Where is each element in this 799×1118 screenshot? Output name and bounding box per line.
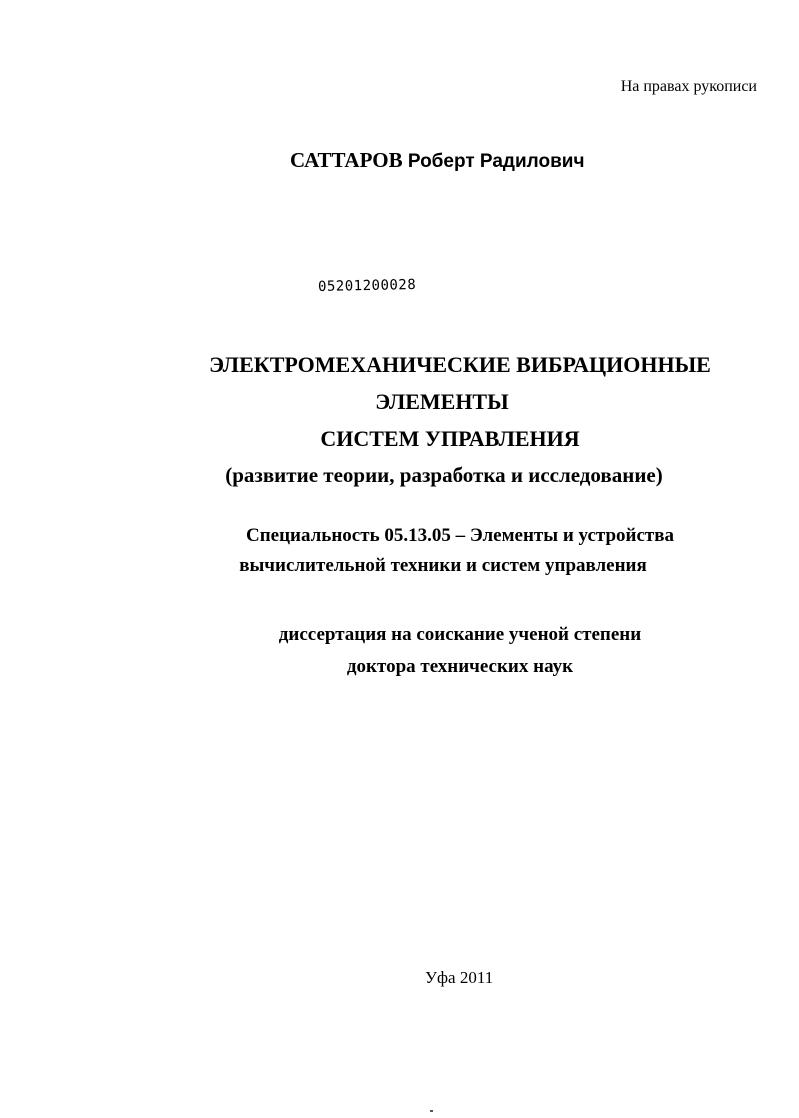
specialty-block (150, 521, 770, 581)
dissertation-title (160, 346, 760, 494)
author-name (290, 148, 584, 173)
author-given-names: Роберт Радилович (407, 151, 585, 172)
thesis-degree-block (160, 619, 760, 683)
city-year: Уфа 2011 (425, 968, 494, 987)
author-surname: САТТАРОВ (290, 148, 403, 172)
thesis-line-1: диссертация на соискание ученой степени (278, 624, 642, 645)
scan-speck (430, 1110, 433, 1112)
specialty-line-1: Специальность 05.13.05 – Элементы и устройства (245, 525, 674, 546)
specialty-line-2: вычислительной техники и систем управления (239, 555, 647, 576)
catalog-number: 05201200028 (317, 276, 417, 295)
title-subtitle: (развитие теории, разработка и исследование) (225, 463, 663, 487)
rights-note: На правах рукописи (620, 78, 757, 95)
title-line-1: ЭЛЕКТРОМЕХАНИЧЕСКИЕ ВИБРАЦИОННЫЕ (209, 352, 711, 377)
title-line-3: СИСТЕМ УПРАВЛЕНИЯ (320, 426, 580, 451)
title-line-2: ЭЛЕМЕНТЫ (375, 389, 509, 414)
thesis-line-2: доктора технических наук (346, 656, 574, 677)
